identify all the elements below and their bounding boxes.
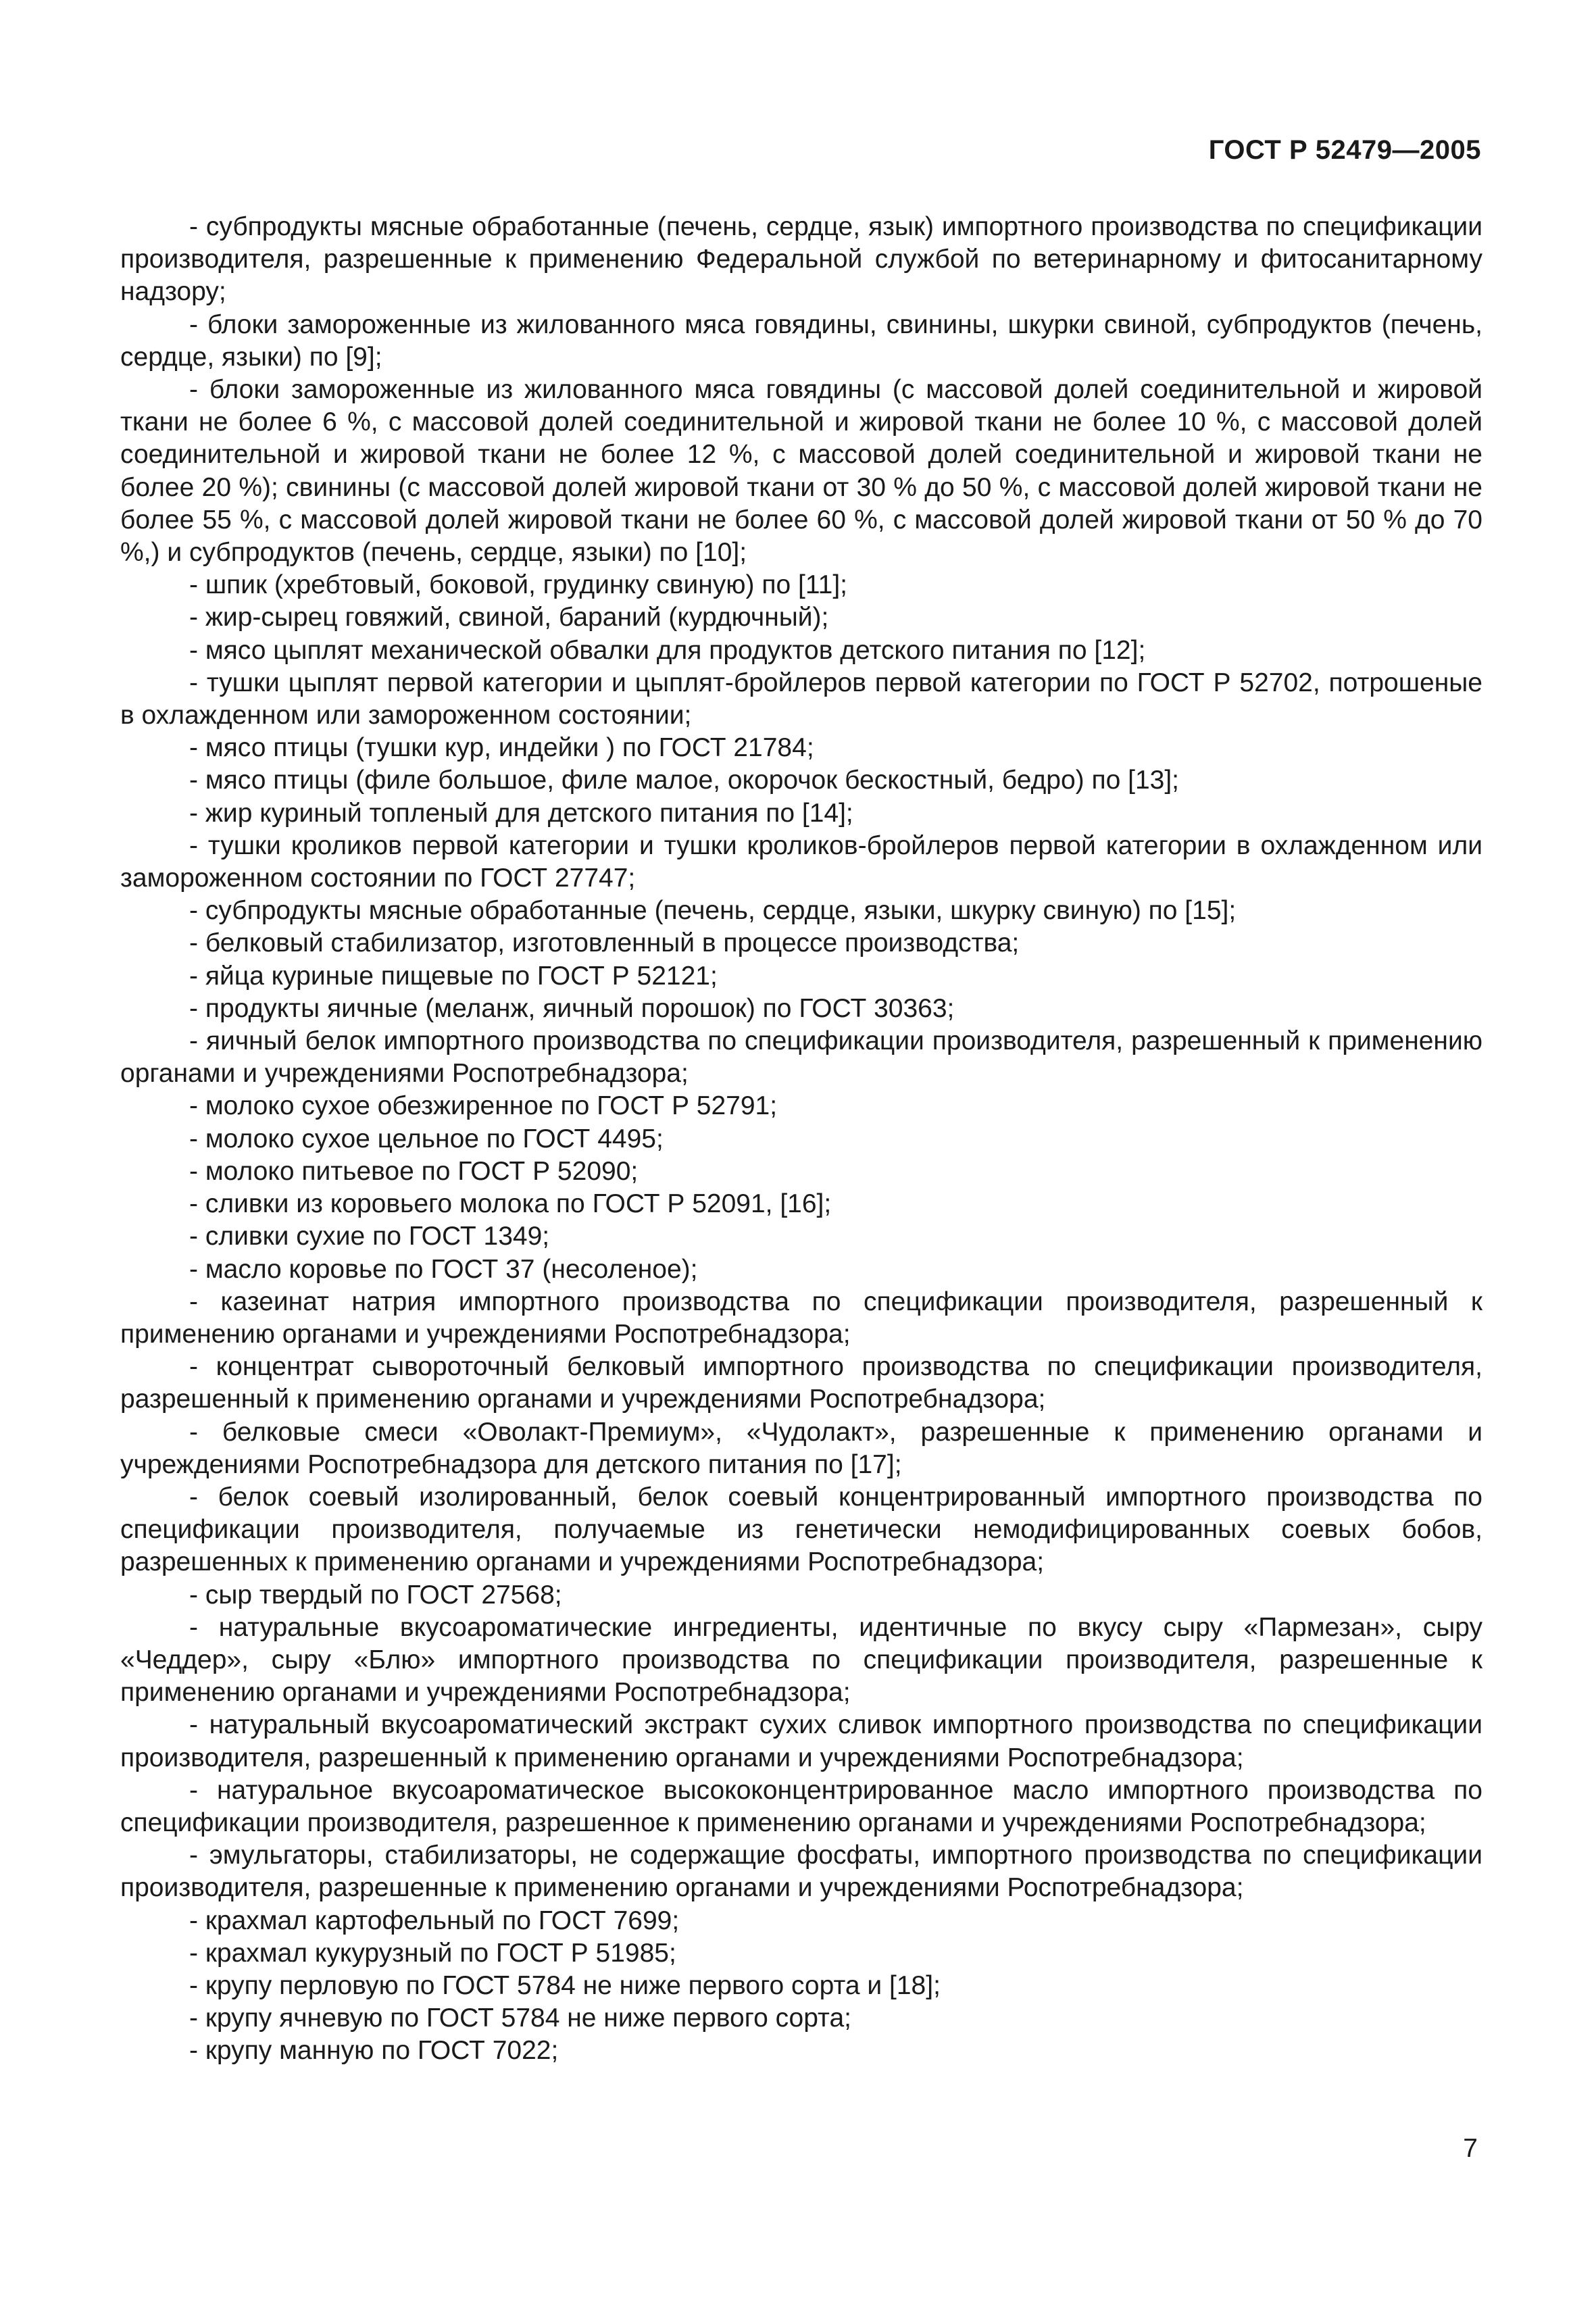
document-body [120, 211, 1482, 2068]
page-number: 7 [1463, 2134, 1478, 2163]
list-item: - концентрат сывороточный белковый импортного производства по спецификации производителя, разрешенный к применению органами и учреждениями Роспотребнадзора; [120, 1352, 1482, 1414]
list-item: - блоки замороженные из жилованного мяса говядины, свинины, шкурки свиной, субпродуктов (печень, сердце, языки) по [9]; [120, 309, 1482, 372]
list-item: - жир куриный топленый для детского питания по [14]; [189, 798, 853, 828]
list-item: - яйца куриные пищевые по ГОСТ Р 52121; [189, 961, 718, 991]
list-item: - натуральное вкусоароматическое высококонцентрированное масло импортного производства по спецификации производителя, разрешенное к применению органами и учреждениями Роспотребнадзора; [120, 1775, 1482, 1837]
list-item: - яичный белок импортного производства по спецификации производителя, разрешенный к применению органами и учреждениями Роспотребнадзора; [120, 1026, 1482, 1089]
list-item: - крупу перловую по ГОСТ 5784 не ниже первого сорта и [18]; [189, 1970, 941, 2000]
list-item: - масло коровье по ГОСТ 37 (несоленое); [189, 1254, 698, 1284]
list-item: - жир-сырец говяжий, свиной, бараний (курдючный); [189, 603, 829, 632]
document-code: ГОСТ Р 52479—2005 [1208, 135, 1481, 165]
list-item: - крахмал картофельный по ГОСТ 7699; [189, 1906, 680, 1935]
list-item: - мясо цыплят механической обвалки для продуктов детского питания по [12]; [189, 635, 1146, 665]
list-item: - сливки сухие по ГОСТ 1349; [189, 1222, 550, 1251]
list-item: - молоко сухое обезжиренное по ГОСТ Р 52791; [189, 1091, 778, 1121]
list-item: - субпродукты мясные обработанные (печень, сердце, языки, шкурку свиную) по [15]; [189, 896, 1237, 926]
list-item: - казеинат натрия импортного производства по спецификации производителя, разрешенный к применению органами и учреждениями Роспотребнадзора; [120, 1287, 1482, 1349]
list-item: - натуральные вкусоароматические ингредиенты, идентичные по вкусу сыру «Пармезан», сыру «Чеддер», сыру «Блю» импортного производства по спецификации производителя, разрешенные к применению органами и учреждениями Роспотребнадзора; [120, 1612, 1482, 1708]
list-item: - продукты яичные (меланж, яичный порошок) по ГОСТ 30363; [189, 993, 955, 1023]
list-item: - субпродукты мясные обработанные (печень, сердце, язык) импортного производства по спецификации производителя, разрешенные к применению Федеральной службой по ветеринарному и фитосанитарному надзору; [120, 212, 1482, 307]
list-item: - белковый стабилизатор, изготовленный в процессе производства; [189, 928, 1020, 958]
list-item: - крупу манную по ГОСТ 7022; [189, 2036, 559, 2066]
list-item: - блоки замороженные из жилованного мяса говядины (с массовой долей соединительной и жировой ткани не более 6 %, с массовой долей соединительной и жировой ткани не более 10 %, с массовой долей соединительной и жировой ткани не более 12 %, с массовой долей соединительной и жировой ткани не более 20 %); свинины (с массовой долей жировой ткани от 30 % до 50 %, с массовой долей жировой ткани не более 55 %, с массовой долей жировой ткани не более 60 %, с массовой долей жировой ткани от 50 % до 70 %,) и субпродуктов (печень, сердце, языки) по [10]; [120, 375, 1482, 568]
list-item: - молоко сухое цельное по ГОСТ 4495; [189, 1124, 664, 1153]
list-item: - тушки цыплят первой категории и цыплят-бройлеров первой категории по ГОСТ Р 52702, потрошеные в охлажденном или замороженном состоянии; [120, 668, 1482, 730]
list-item: - крахмал кукурузный по ГОСТ Р 51985; [189, 1938, 676, 1968]
list-item: - шпик (хребтовый, боковой, грудинку свиную) по [11]; [189, 570, 847, 600]
list-item: - крупу ячневую по ГОСТ 5784 не ниже первого сорта; [189, 2003, 852, 2033]
list-item: - сливки из коровьего молока по ГОСТ Р 52091, [16]; [189, 1189, 832, 1219]
list-item: - мясо птицы (филе большое, филе малое, окорочок бескостный, бедро) по [13]; [189, 766, 1180, 795]
list-item: - белковые смеси «Оволакт-Премиум», «Чудолакт», разрешенные к применению органами и учреждениями Роспотребнадзора для детского питания по [17]; [120, 1417, 1482, 1479]
list-item: - молоко питьевое по ГОСТ Р 52090; [189, 1156, 639, 1186]
list-item: - белок соевый изолированный, белок соевый концентрированный импортного производства по спецификации производителя, получаемые из генетически немодифицированных соевых бобов, разрешенных к применению органами и учреждениями Роспотребнадзора; [120, 1482, 1482, 1577]
list-item: - натуральный вкусоароматический экстракт сухих сливок импортного производства по спецификации производителя, разрешенный к применению органами и учреждениями Роспотребнадзора; [120, 1710, 1482, 1772]
list-item: - сыр твердый по ГОСТ 27568; [189, 1580, 562, 1610]
list-item: - мясо птицы (тушки кур, индейки ) по ГОСТ 21784; [189, 733, 814, 763]
list-item: - эмульгаторы, стабилизаторы, не содержащие фосфаты, импортного производства по спецификации производителя, разрешенные к применению органами и учреждениями Роспотребнадзора; [120, 1841, 1482, 1903]
list-item: - тушки кроликов первой категории и тушки кроликов-бройлеров первой категории в охлажденном или замороженном состоянии по ГОСТ 27747; [120, 830, 1482, 893]
